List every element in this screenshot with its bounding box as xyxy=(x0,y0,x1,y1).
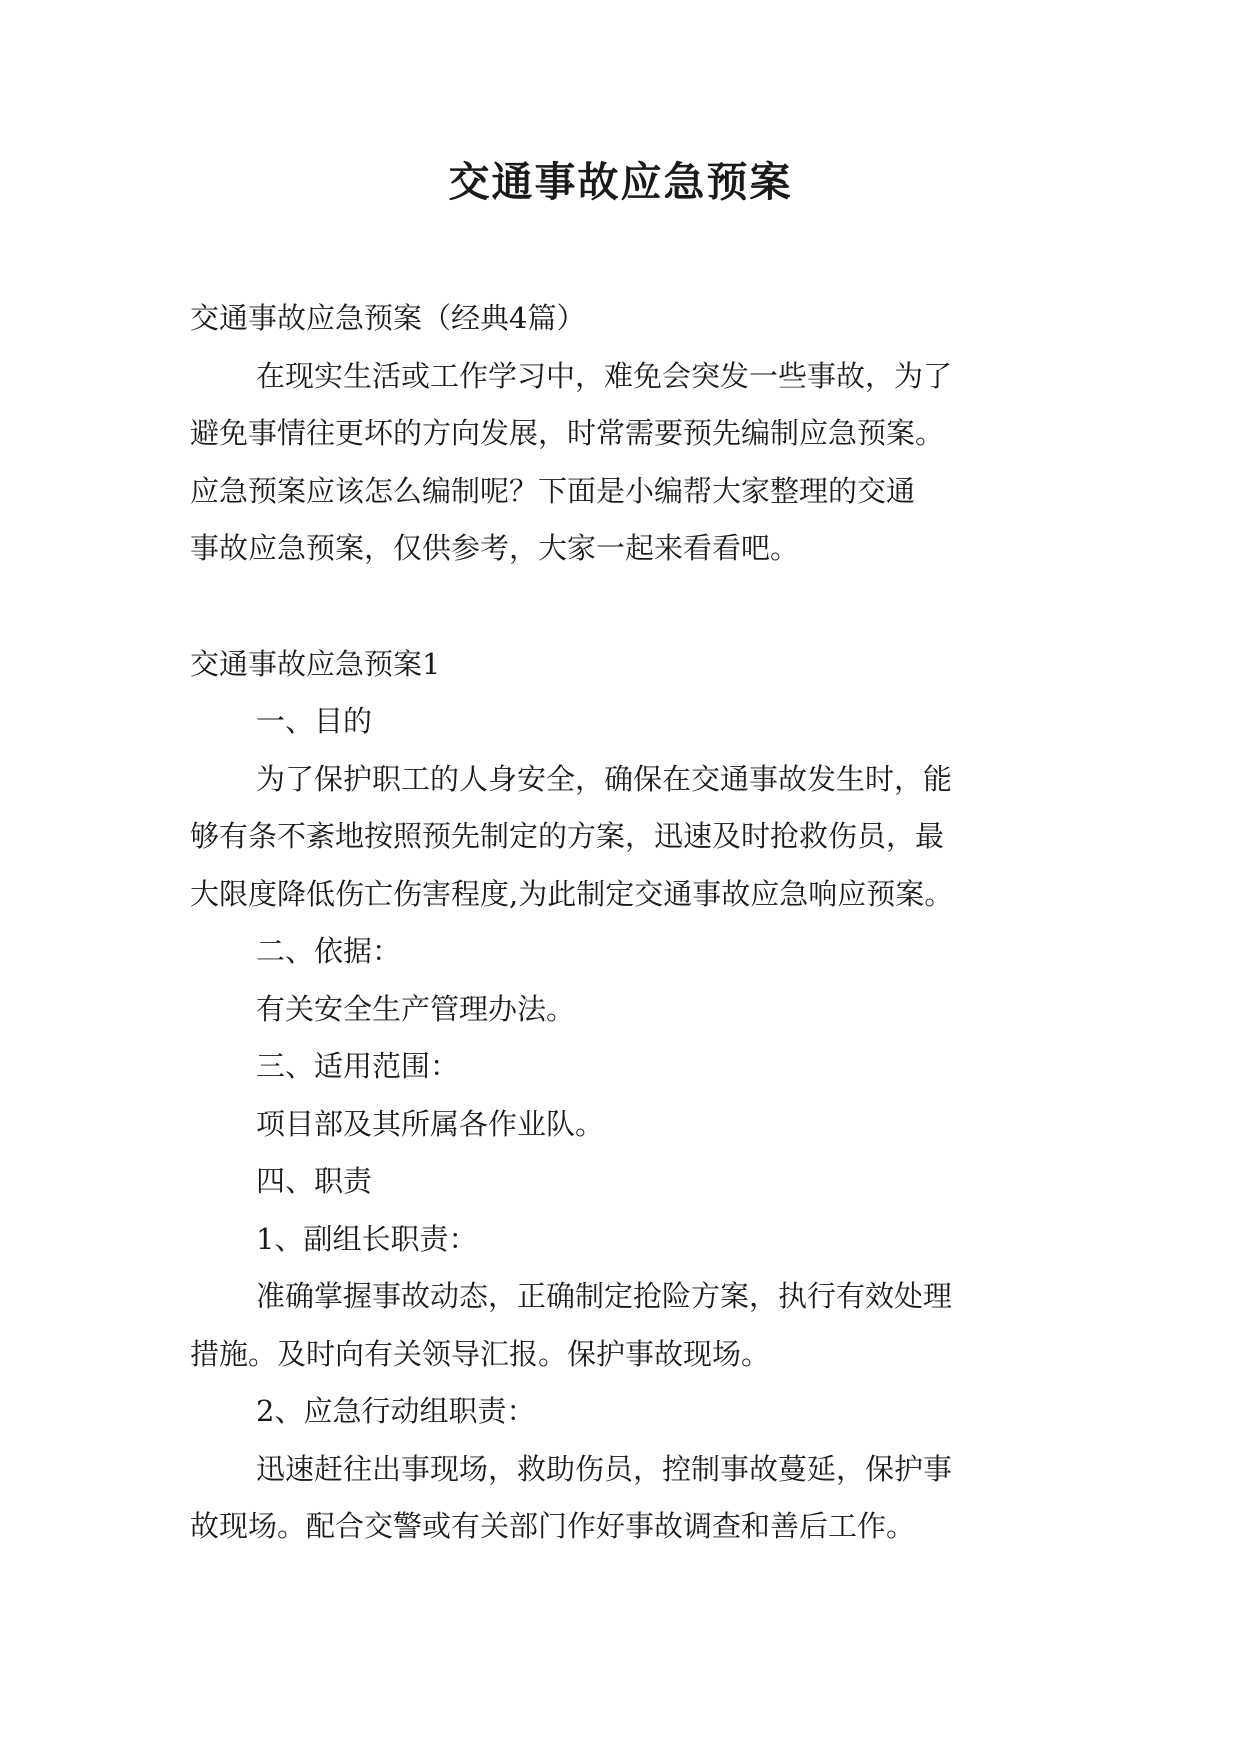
intro-line: 避免事情往更坏的方向发展，时常需要预先编制应急预案。 xyxy=(190,416,945,450)
basis-text: 有关安全生产管理办法。 xyxy=(256,991,576,1026)
intro-line: 在现实生活或工作学习中，难免会突发一些事故，为了 xyxy=(256,358,953,393)
purpose-line: 为了保护职工的人身安全，确保在交通事故发生时，能 xyxy=(256,761,953,796)
duties-heading: 四、职责 xyxy=(256,1164,373,1198)
duty1-paragraph xyxy=(190,1268,1050,1383)
intro-line: 应急预案应该怎么编制呢？下面是小编帮大家整理的交通 xyxy=(190,473,916,508)
duty1-line: 措施。及时向有关领导汇报。保护事故现场。 xyxy=(190,1336,771,1371)
purpose-line: 大限度降低伤亡伤害程度,为此制定交通事故应急响应预案。 xyxy=(190,876,954,911)
scope-heading: 三、适用范围： xyxy=(256,1049,460,1083)
intro-line: 事故应急预案，仅供参考，大家一起来看看吧。 xyxy=(190,531,800,565)
basis-heading: 二、依据： xyxy=(256,934,402,968)
duty2-line: 故现场。配合交警或有关部门作好事故调查和善后工作。 xyxy=(190,1509,916,1543)
document-body xyxy=(190,290,1050,1556)
purpose-heading: 一、目的 xyxy=(256,704,373,738)
duty1-heading: 1、副组长职责： xyxy=(256,1221,478,1256)
paragraph-gap xyxy=(190,578,1050,636)
duty2-line: 迅速赶往出事现场，救助伤员，控制事故蔓延，保护事 xyxy=(256,1451,953,1486)
duty2-paragraph xyxy=(190,1441,1050,1556)
document-subtitle: 交通事故应急预案（经典4篇） xyxy=(190,301,586,335)
intro-paragraph xyxy=(190,348,1050,578)
purpose-paragraph xyxy=(190,751,1050,924)
document-title: 交通事故应急预案 xyxy=(448,158,793,206)
scope-text: 项目部及其所属各作业队。 xyxy=(256,1106,605,1141)
duty1-line: 准确掌握事故动态，正确制定抢险方案，执行有效处理 xyxy=(256,1279,953,1313)
section-heading: 交通事故应急预案1 xyxy=(190,646,441,681)
purpose-line: 够有条不紊地按照预先制定的方案，迅速及时抢救伤员，最 xyxy=(190,819,945,853)
duty2-heading: 2、应急行动组职责： xyxy=(256,1394,536,1428)
